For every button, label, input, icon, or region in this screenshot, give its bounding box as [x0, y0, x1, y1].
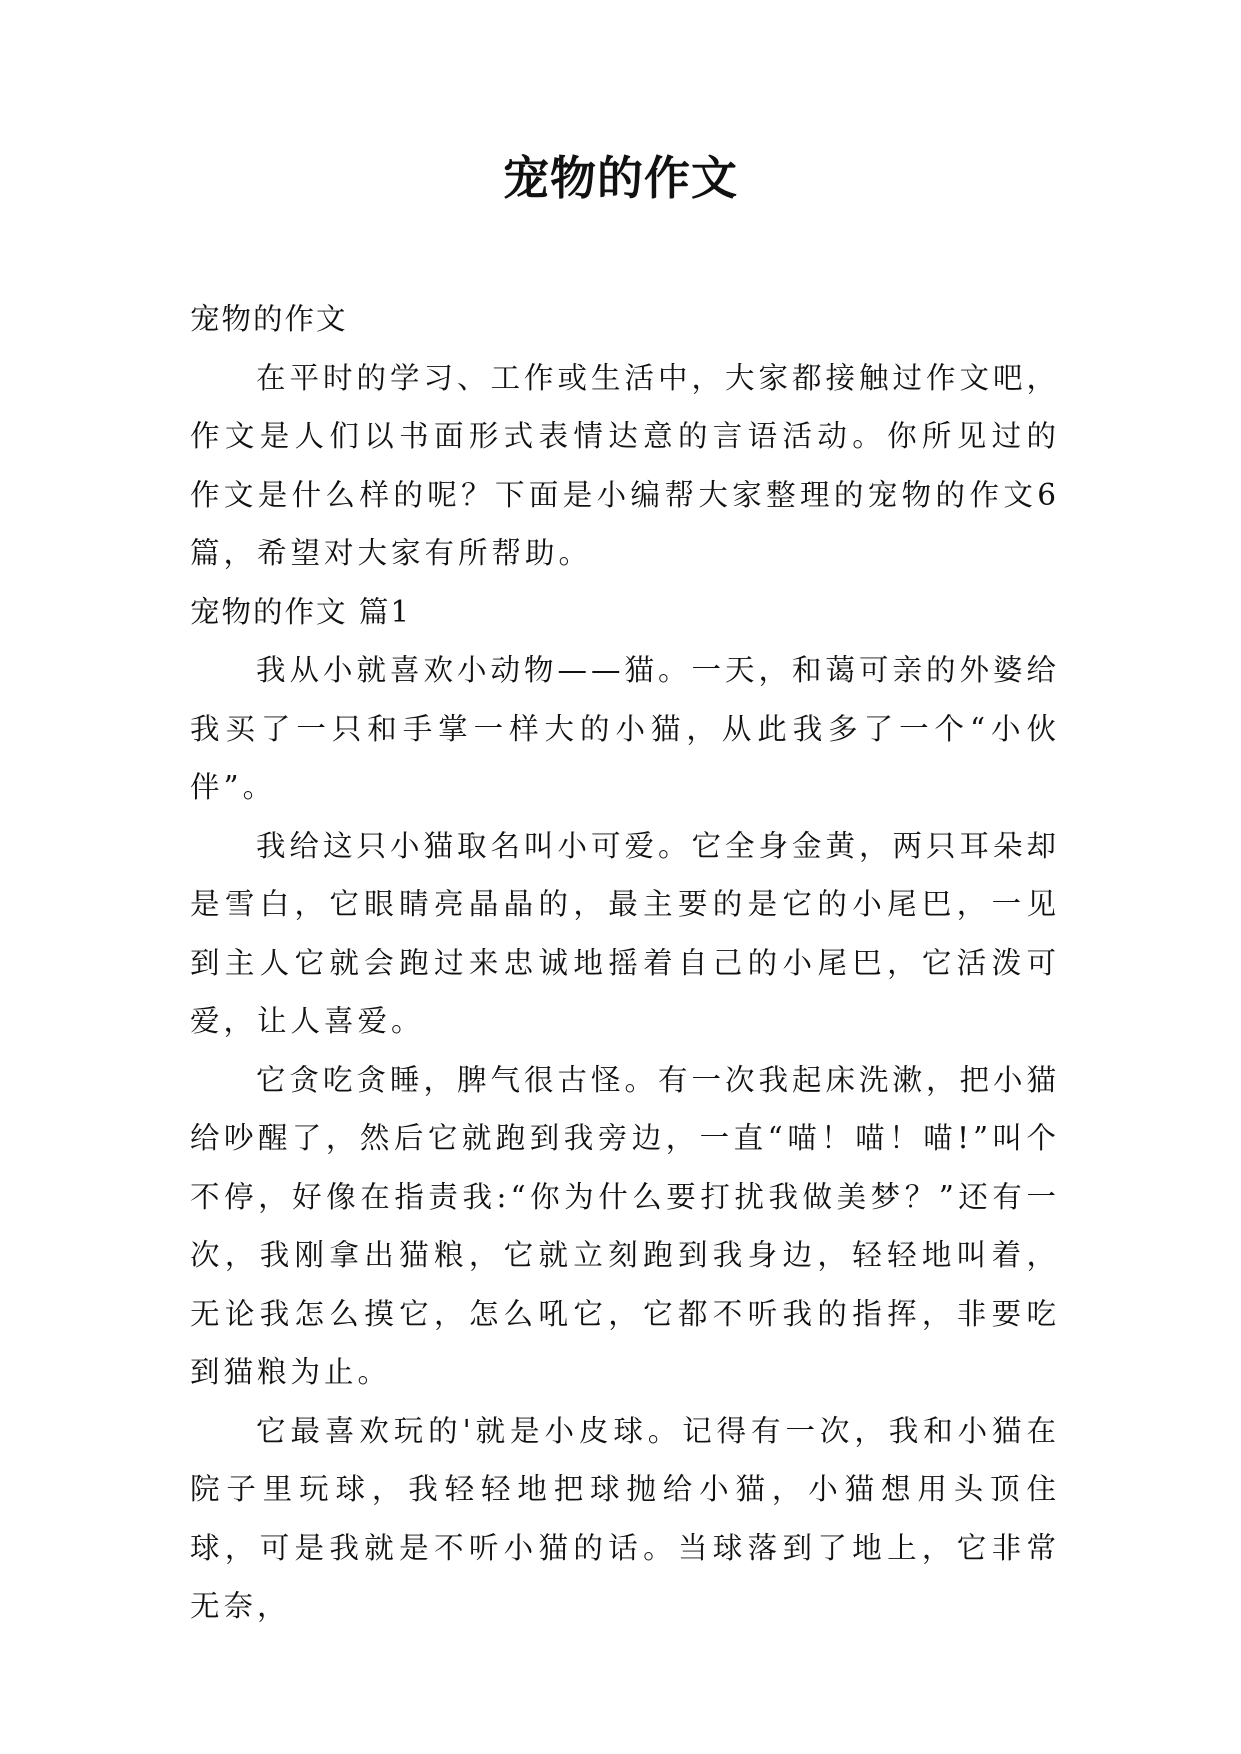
intro-paragraph: 在平时的学习、工作或生活中，大家都接触过作文吧，作文是人们以书面形式表情达意的言语活动。你所见过的作文是什么样的呢？下面是小编帮大家整理的宠物的作文6篇，希望对大家有所帮助。 — [190, 360, 1061, 570]
body-paragraph: 我从小就喜欢小动物——猫。一天，和蔼可亲的外婆给我买了一只和手掌一样大的小猫，从此我多了一个“小伙伴”。 — [190, 653, 1061, 804]
body-paragraph: 它贪吃贪睡，脾气很古怪。有一次我起床洗漱，把小猫给吵醒了，然后它就跑到我旁边，一直“喵！喵！喵!”叫个不停，好像在指责我:“你为什么要打扰我做美梦？”还有一次，我刚拿出猫粮，它就立刻跑到我身边，轻轻地叫着，无论我怎么摸它，怎么吼它，它都不听我的指挥，非要吃到猫粮为止。 — [190, 1062, 1061, 1389]
body-paragraph: 我给这只小猫取名叫小可爱。它全身金黄，两只耳朵却是雪白，它眼睛亮晶晶的，最主要的是它的小尾巴，一见到主人它就会跑过来忠诚地摇着自己的小尾巴，它活泼可爱，让人喜爱。 — [190, 828, 1061, 1038]
document-title: 宠物的作文 — [503, 151, 738, 205]
document-body — [190, 290, 1060, 1636]
body-paragraph: 它最喜欢玩的'就是小皮球。记得有一次，我和小猫在院子里玩球，我轻轻地把球抛给小猫，小猫想用头顶住球，可是我就是不听小猫的话。当球落到了地上，它非常无奈， — [190, 1413, 1060, 1623]
intro-heading: 宠物的作文 — [190, 302, 348, 336]
section-heading: 宠物的作文 篇1 — [190, 594, 412, 629]
